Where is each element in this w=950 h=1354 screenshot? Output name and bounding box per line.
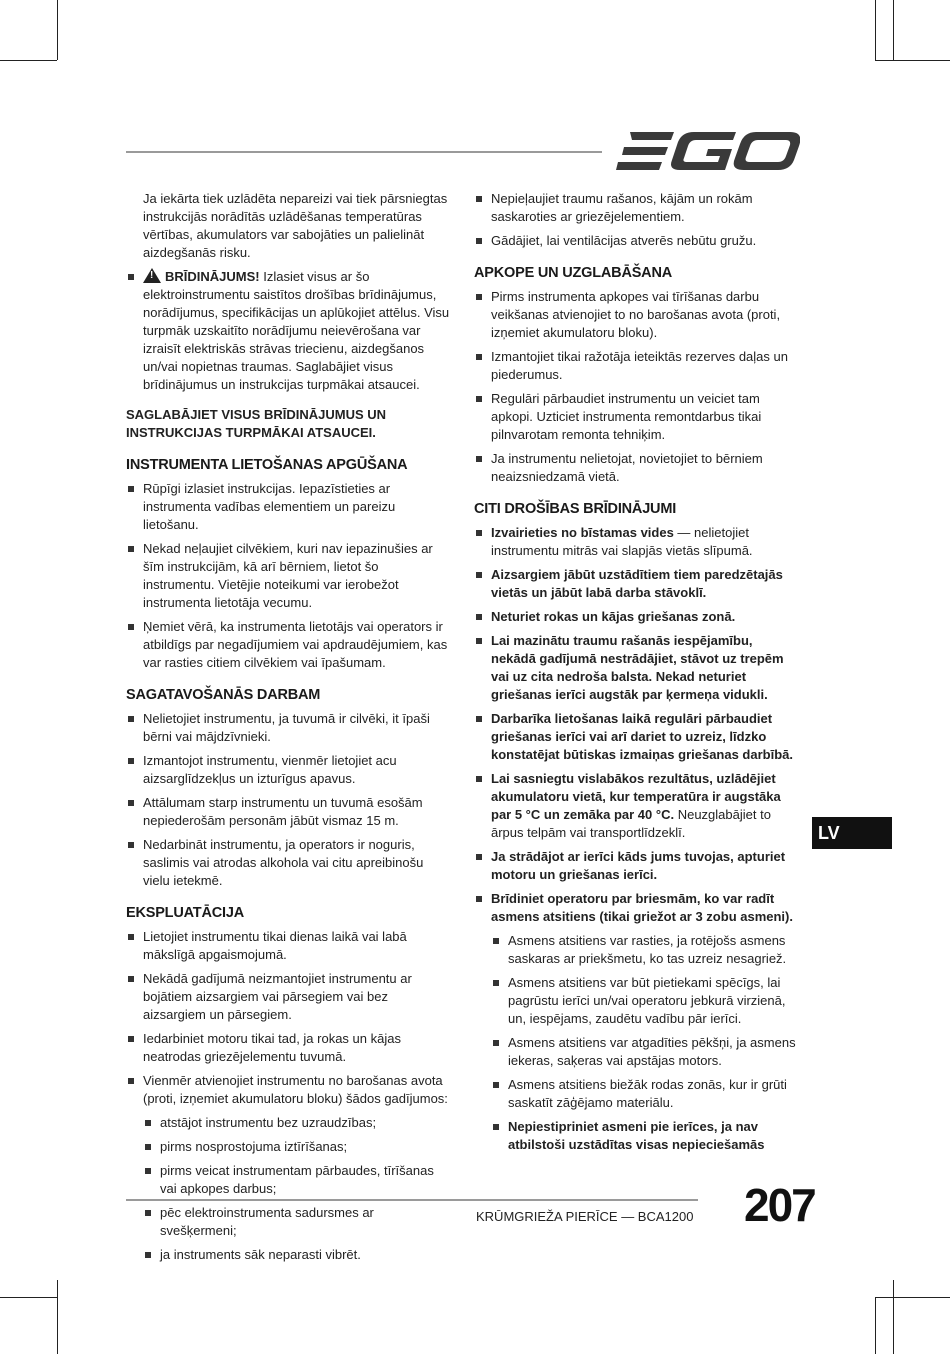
crop-mark xyxy=(0,60,57,61)
list-item: Darbarīka lietošanas laikā regulāri pārbaudiet griešanas ierīci vai arī dariet to uzreiz, līdzko konstatējat būtiskas izmaiņas griešanas darbībā. xyxy=(474,710,800,764)
list-item: Ja instrumentu nelietojat, novietojiet to bērniem neaizsniedzamā vietā. xyxy=(474,450,800,486)
crop-mark xyxy=(875,1297,950,1298)
crop-mark xyxy=(57,1280,58,1354)
maintenance-list xyxy=(474,288,800,486)
list-item: Aizsargiem jābūt uzstādītiem tiem paredzētajās vietās un jābūt labā darba stāvoklī. xyxy=(474,566,800,602)
warning-list xyxy=(126,268,452,394)
item-text: Neuzglabājiet to ārpus telpām vai transportlīdzeklī. xyxy=(491,807,771,840)
crop-mark xyxy=(875,60,950,61)
operation-sub-list xyxy=(143,1114,452,1264)
list-item xyxy=(126,1072,452,1264)
kickback-sub-list xyxy=(491,932,800,1154)
list-item: Neturiet rokas un kājas griešanas zonā. xyxy=(474,608,800,626)
sub-list-item: Asmens atsitiens var atgadīties pēkšņi, ja asmens iekeras, saķeras vai apstājas motors. xyxy=(491,1034,800,1070)
continued-list xyxy=(474,190,800,250)
list-item xyxy=(474,890,800,1154)
sub-list-item: atstājot instrumentu bez uzraudzības; xyxy=(143,1114,452,1132)
item-bold: Lai sasniegtu vislabākos rezultātus, uzlādējiet akumulatoru vietā, kur temperatūra ir augstāka par 5 °C un zemāka par 40 °C. xyxy=(491,771,781,822)
list-item xyxy=(474,524,800,560)
right-column xyxy=(474,190,800,1160)
other-warnings-list xyxy=(474,524,800,1154)
warning-item xyxy=(126,268,452,394)
sub-list-item: Asmens atsitiens var rasties, ja rotējošs asmens saskaras ar priekšmetu, ko tas uzreiz nesagriež. xyxy=(491,932,800,968)
list-item xyxy=(474,770,800,842)
list-item: Ņemiet vērā, ka instrumenta lietotājs vai operators ir atbildīgs par negadījumiem vai apdraudējumiem, kas var rasties citiem cilvēkiem vai īpašumam. xyxy=(126,618,452,672)
language-tab: LV xyxy=(812,817,892,849)
list-item: Nekad neļaujiet cilvēkiem, kuri nav iepazinušies ar šīm instrukcijām, kā arī bērniem, lietot šo instrumentu. Vietējie noteikumi var ierobežot instrumenta lietotāja vecumu. xyxy=(126,540,452,612)
list-item-text: Brīdiniet operatoru par briesmām, ko var radīt asmens atsitiens (tikai griežot ar 3 zobu asmeni). xyxy=(491,891,793,924)
footer-product-title: KRŪMGRIEŽA PIERĪCE — BCA1200 xyxy=(476,1209,694,1224)
heading-other-warnings: CITI DROŠĪBAS BRĪDINĀJUMI xyxy=(474,501,677,517)
list-item-text: Vienmēr atvienojiet instrumentu no barošanas avota (proti, izņemiet akumulatoru bloku) šādos gadījumos: xyxy=(143,1073,448,1106)
save-notice: SAGLABĀJIET VISUS BRĪDINĀJUMUS UN INSTRUKCIJAS TURPMĀKAI ATSAUCEI. xyxy=(126,407,387,440)
list-item: Iedarbiniet motoru tikai tad, ja rokas un kājas neatrodas griezējelementu tuvumā. xyxy=(126,1030,452,1066)
list-item: Lietojiet instrumentu tikai dienas laikā vai labā mākslīgā apgaismojumā. xyxy=(126,928,452,964)
sub-list-item: pirms nosprostojuma iztīrīšanas; xyxy=(143,1138,452,1156)
sub-list-item: Asmens atsitiens biežāk rodas zonās, kur ir grūti saskatīt zāģējamo materiālu. xyxy=(491,1076,800,1112)
operation-list xyxy=(126,928,452,1264)
heading-preparation: SAGATAVOŠANĀS DARBAM xyxy=(126,687,321,703)
header-rule xyxy=(126,151,602,153)
heading-training: INSTRUMENTA LIETOŠANAS APGŪŠANA xyxy=(126,457,408,473)
footer-rule xyxy=(126,1199,698,1201)
item-bold: Izvairieties no bīstamas vides xyxy=(491,525,674,540)
list-item: Rūpīgi izlasiet instrukcijas. Iepazīstieties ar instrumenta vadības elementiem un pareizu lietošanu. xyxy=(126,480,452,534)
heading-maintenance: APKOPE UN UZGLABĀŠANA xyxy=(474,265,673,281)
sub-list-item: Asmens atsitiens var būt pietiekami spēcīgs, lai pagrūstu ierīci un/vai operatoru jebkurā virzienā, un, iespējams, zaudētu vadību pār ierīci. xyxy=(491,974,800,1028)
ego-logo xyxy=(616,130,800,172)
warning-text: Izlasiet visus ar šo elektroinstrumentu saistītos drošības brīdinājumus, norādījumus, specifikācijas un aplūkojiet attēlus. Visu turpmāk uzskaitīto norādījumu neievērošana var izraisīt elektriskās strāvas triecienu, aizdegšanos un/vai nopietnas traumas. Saglabājiet visus brīdinājumus un instrukcijas turpmākai atsaucei. xyxy=(143,269,450,392)
crop-mark xyxy=(57,0,58,60)
warning-triangle-icon xyxy=(143,268,161,283)
training-list xyxy=(126,480,452,672)
list-item: Nelietojiet instrumentu, ja tuvumā ir cilvēki, it īpaši bērni vai mājdzīvnieki. xyxy=(126,710,452,746)
crop-mark xyxy=(893,1280,894,1354)
list-item: Ja strādājot ar ierīci kāds jums tuvojas, apturiet motoru un griešanas ierīci. xyxy=(474,848,800,884)
sub-list-item: pirms veicat instrumentam pārbaudes, tīrīšanas vai apkopes darbus; xyxy=(143,1162,452,1198)
list-item: Gādājiet, lai ventilācijas atverēs nebūtu gružu. xyxy=(474,232,800,250)
sub-list-item: pēc elektroinstrumenta sadursmes ar svešķermeni; xyxy=(143,1204,452,1240)
list-item: Nekādā gadījumā neizmantojiet instrumentu ar bojātiem aizsargiem vai pārsegiem vai bez aizsargiem un pārsegiem. xyxy=(126,970,452,1024)
page-number: 207 xyxy=(744,1179,815,1231)
crop-mark xyxy=(875,0,876,60)
crop-mark xyxy=(893,0,894,60)
list-item: Regulāri pārbaudiet instrumentu un veiciet tam apkopi. Uzticiet instrumenta remontdarbus tikai pilnvarotam remonta tehniķim. xyxy=(474,390,800,444)
crop-mark xyxy=(875,1297,876,1354)
list-item: Attālumam starp instrumentu un tuvumā esošām nepiederošām personām jābūt vismaz 15 m. xyxy=(126,794,452,830)
list-item: Pirms instrumenta apkopes vai tīrīšanas darbu veikšanas atvienojiet to no barošanas avota (proti, izņemiet akumulatoru bloku). xyxy=(474,288,800,342)
sub-list-item: Nepiestipriniet asmeni pie ierīces, ja nav atbilstoši uzstādītas visas nepieciešamās xyxy=(491,1118,800,1154)
left-column xyxy=(126,190,452,1270)
list-item: Nedarbināt instrumentu, ja operators ir noguris, saslimis vai atrodas alkohola vai citu apreibinošu vielu ietekmē. xyxy=(126,836,452,890)
list-item: Nepieļaujiet traumu rašanos, kājām un rokām saskaroties ar griezējelementiem. xyxy=(474,190,800,226)
warning-label: BRĪDINĀJUMS! xyxy=(165,269,260,284)
intro-paragraph: Ja iekārta tiek uzlādēta nepareizi vai tiek pārsniegtas instrukcijās norādītās uzlādēšanas temperatūras vērtības, akumulators var sabojāties un palielināt aizdegšanās risku. xyxy=(143,191,448,260)
list-item: Izmantojiet tikai ražotāja ieteiktās rezerves daļas un piederumus. xyxy=(474,348,800,384)
sub-list-item: ja instruments sāk neparasti vibrēt. xyxy=(143,1246,452,1264)
crop-mark xyxy=(0,1297,57,1298)
heading-operation: EKSPLUATĀCIJA xyxy=(126,905,244,921)
list-item: Lai mazinātu traumu rašanās iespējamību, nekādā gadījumā nestrādājiet, stāvot uz trepēm vai uz cita nedroša balsta. Nekad neturiet griešanas ierīci augstāk par ķermeņa vidukli. xyxy=(474,632,800,704)
item-text: — nelietojiet instrumentu mitrās vai slapjās vietās slīpumā. xyxy=(491,525,753,558)
preparation-list xyxy=(126,710,452,890)
list-item: Izmantojot instrumentu, vienmēr lietojiet acu aizsarglīdzekļus un izturīgus apavus. xyxy=(126,752,452,788)
